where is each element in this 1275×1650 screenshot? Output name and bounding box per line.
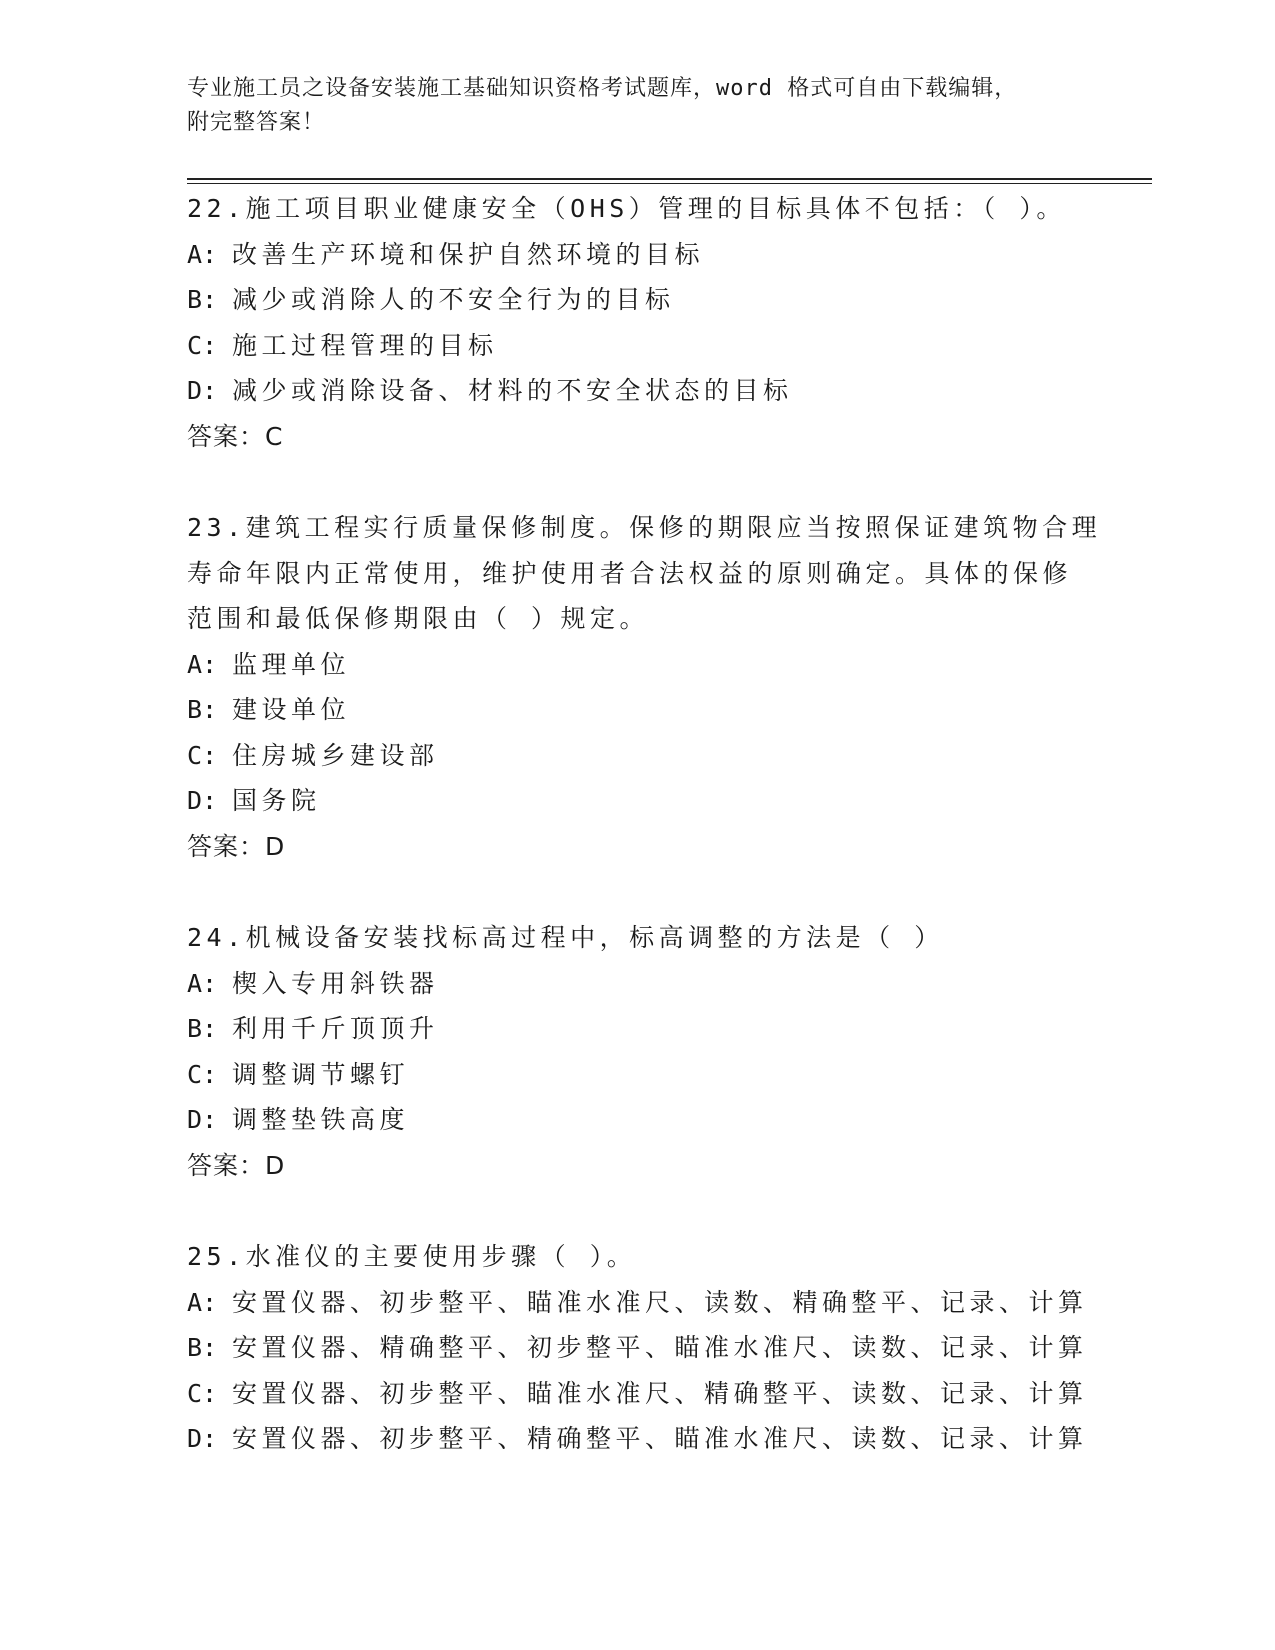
answer-line: 答案：D <box>187 1150 286 1180</box>
option-text: 改善生产环境和保护自然环境的目标 <box>232 239 705 269</box>
option-key: C: <box>187 740 218 770</box>
option-text: 安置仪器、初步整平、瞄准水准尺、精确整平、读数、记录、计算 <box>232 1378 1088 1408</box>
option-key: A: <box>187 968 218 998</box>
option-a <box>187 232 1117 278</box>
option-d <box>187 778 1117 824</box>
option-key: B: <box>187 1333 218 1362</box>
option-text: 利用千斤顶顶升 <box>232 1014 439 1043</box>
option-c <box>187 323 1117 369</box>
question-list <box>187 186 1117 1508</box>
question-22 <box>187 186 1117 459</box>
option-a <box>187 642 1117 688</box>
option-text: 减少或消除人的不安全行为的目标 <box>232 285 675 314</box>
option-a <box>187 961 1117 1007</box>
option-text: 安置仪器、初步整平、精确整平、瞄准水准尺、读数、记录、计算 <box>232 1424 1088 1453</box>
option-key: C: <box>187 330 218 360</box>
header-line-2: 附完整答案！ <box>187 110 326 135</box>
option-key: D: <box>187 376 218 405</box>
option-text: 住房城乡建设部 <box>232 740 439 770</box>
question-stem: 25.水准仪的主要使用步骤（ ）。 <box>187 1242 637 1271</box>
question-25 <box>187 1234 1117 1462</box>
option-c <box>187 1371 1117 1417</box>
option-c <box>187 1052 1117 1098</box>
option-key: D: <box>187 1424 218 1453</box>
question-stem-line-1: 23.建筑工程实行质量保修制度。保修的期限应当按照保证建筑物合理 <box>187 513 1102 542</box>
option-text: 建设单位 <box>232 695 351 724</box>
option-text: 安置仪器、精确整平、初步整平、瞄准水准尺、读数、记录、计算 <box>232 1333 1088 1362</box>
header-divider <box>187 178 1152 185</box>
option-text: 安置仪器、初步整平、瞄准水准尺、读数、精确整平、记录、计算 <box>232 1287 1088 1317</box>
option-d <box>187 368 1117 414</box>
option-key: C: <box>187 1059 218 1089</box>
header-line-1: 专业施工员之设备安装施工基础知识资格考试题库，word 格式可自由下载编辑， <box>187 76 1018 101</box>
option-text: 调整调节螺钉 <box>232 1059 410 1089</box>
answer-line: 答案：D <box>187 831 286 861</box>
question-stem-line-3: 范围和最低保修期限由（ ）规定。 <box>187 604 650 633</box>
option-key: C: <box>187 1378 218 1408</box>
option-d <box>187 1097 1117 1143</box>
document-header <box>187 72 1087 140</box>
option-key: B: <box>187 285 218 314</box>
option-c <box>187 733 1117 779</box>
option-text: 减少或消除设备、材料的不安全状态的目标 <box>232 376 793 405</box>
question-24 <box>187 915 1117 1188</box>
question-stem: 24.机械设备安装找标高过程中，标高调整的方法是（ ） <box>187 923 944 952</box>
option-text: 监理单位 <box>232 649 351 679</box>
question-stem-line-2: 寿命年限内正常使用，维护使用者合法权益的原则确定。具体的保修 <box>187 558 1073 588</box>
option-a <box>187 1280 1117 1326</box>
option-text: 国务院 <box>232 786 321 815</box>
option-b <box>187 277 1117 323</box>
divider-thick-line <box>187 178 1152 180</box>
option-key: A: <box>187 239 218 269</box>
answer-line: 答案：C <box>187 421 284 451</box>
question-23 <box>187 505 1117 869</box>
option-key: D: <box>187 1105 218 1134</box>
option-key: A: <box>187 649 218 679</box>
option-text: 施工过程管理的目标 <box>232 330 498 360</box>
option-b <box>187 687 1117 733</box>
divider-thin-line <box>187 183 1152 184</box>
option-key: B: <box>187 695 218 724</box>
option-b <box>187 1325 1117 1371</box>
option-d <box>187 1416 1117 1462</box>
option-text: 调整垫铁高度 <box>232 1105 410 1134</box>
option-text: 楔入专用斜铁器 <box>232 968 439 998</box>
question-stem: 22.施工项目职业健康安全（OHS）管理的目标具体不包括：（ ）。 <box>187 194 1066 223</box>
option-b <box>187 1006 1117 1052</box>
option-key: B: <box>187 1014 218 1043</box>
option-key: A: <box>187 1287 218 1317</box>
option-key: D: <box>187 786 218 815</box>
